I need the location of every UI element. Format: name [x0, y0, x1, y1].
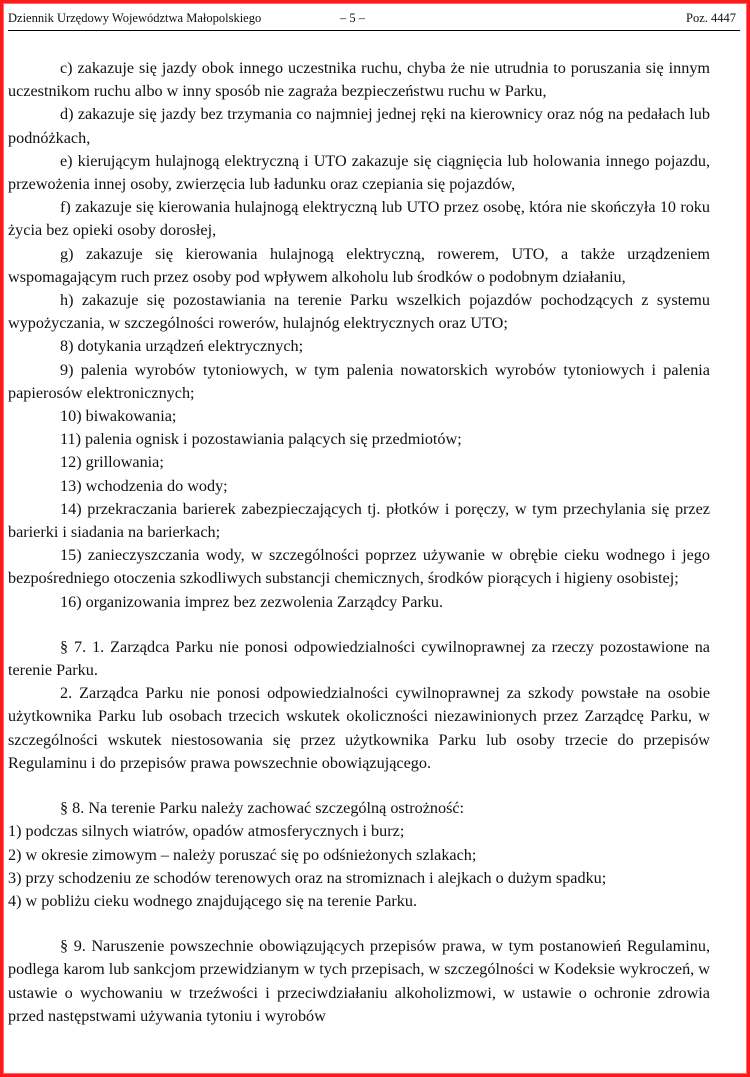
- page-number: – 5 –: [340, 11, 365, 25]
- section-9-para: § 9. Naruszenie powszechnie obowiązujących przepisów prawa, w tym postanowień Regulaminu, podlega karom lub sankcjom przewidzianym w tych przepisach, w szczególności w Kodeksie wykroczeń, w ustawie o wychowaniu w trzeźwości i przeciwdziałaniu alkoholizmowi, w ustawie o ochronie zdrowia przed następstwami używania tytoniu i wyrobów: [8, 937, 710, 1025]
- section-gap: [8, 614, 710, 636]
- paragraph: e) kierującym hulajnogą elektryczną i UTO zakazuje się ciągnięcia lub holowania innego pojazdu, przewożenia innej osoby, zwierzęcia lub ładunku oraz czepiania się pojazdów,: [8, 151, 710, 194]
- section-7-para-1: § 7. 1. Zarządca Parku nie ponosi odpowiedzialności cywilnoprawnej za rzeczy pozostawione na terenie Parku.: [8, 637, 710, 680]
- position-number: Poz. 4447: [686, 11, 736, 25]
- paragraph: h) zakazuje się pozostawiania na terenie Parku wszelkich pojazdów pochodzących z systemu wypożyczania, w szczególności rowerów, hulajnóg elektrycznych oraz UTO;: [8, 291, 710, 333]
- section-gap: [8, 913, 710, 935]
- paragraph: 15) zanieczyszczania wody, w szczególności poprzez używanie w obrębie cieku wodnego i jego bezpośredniego otoczenia szkodliwych substancji chemicznych, środków piorących i higieny osobistej;: [8, 546, 710, 588]
- paragraph: 16) organizowania imprez bez zezwolenia Zarządcy Parku.: [60, 592, 444, 611]
- paragraph: 12) grillowania;: [60, 453, 164, 472]
- journal-title: Dziennik Urzędowy Województwa Małopolskiego: [8, 11, 262, 25]
- paragraph: 8) dotykania urządzeń elektrycznych;: [60, 337, 304, 356]
- paragraph: f) zakazuje się kierowania hulajnogą elektryczną lub UTO przez osobę, która nie skończyła 10 roku życia bez opieki osoby dorosłej,: [8, 198, 710, 240]
- section-8-intro: § 8. Na terenie Parku należy zachować szczególną ostrożność:: [60, 799, 465, 818]
- section-8-item: 2) w okresie zimowym – należy poruszać się po odśnieżonych szlakach;: [8, 845, 477, 864]
- section-8-item: 4) w pobliżu cieku wodnego znajdującego się na terenie Parku.: [8, 891, 418, 910]
- paragraph: 14) przekraczania barierek zabezpieczających tj. płotków i poręczy, w tym przechylania się przez barierki i siadania na barierkach;: [8, 499, 710, 542]
- section-8-item: 1) podczas silnych wiatrów, opadów atmosferycznych i burz;: [8, 822, 405, 841]
- page-header: [8, 10, 740, 31]
- section-gap: [8, 775, 710, 797]
- paragraph: 13) wchodzenia do wody;: [60, 476, 228, 495]
- section-8-item: 3) przy schodzeniu ze schodów terenowych oraz na stromiznach i alejkach o dużym spadku;: [8, 868, 607, 887]
- paragraph: 11) palenia ognisk i pozostawiania palących się przedmiotów;: [60, 430, 462, 449]
- paragraph: 10) biwakowania;: [60, 407, 177, 426]
- paragraph: 9) palenia wyrobów tytoniowych, w tym palenia nowatorskich wyrobów tytoniowych i palenia papierosów elektronicznych;: [8, 360, 710, 402]
- section-7-para-2: 2. Zarządca Parku nie ponosi odpowiedzialności cywilnoprawnej za szkody powstałe na osobie użytkownika Parku lub osobach trzecich wskutek okoliczności niezawinionych przez Zarządcę Parku, w szczególności wskutek niestosowania się przez użytkownika Parku lub osoby trzecie do przepisów Regulaminu i do przepisów prawa powszechnie obowiązującego.: [8, 684, 710, 772]
- paragraph: c) zakazuje się jazdy obok innego uczestnika ruchu, chyba że nie utrudnia to poruszania się innym uczestnikom ruchu albo w inny sposób nie zagraża bezpieczeństwu ruchu w Parku,: [8, 59, 710, 101]
- paragraph: d) zakazuje się jazdy bez trzymania co najmniej jednej ręki na kierownicy oraz nóg na pedałach lub podnóżkach,: [8, 105, 710, 147]
- paragraph: g) zakazuje się kierowania hulajnogą elektryczną, rowerem, UTO, a także urządzeniem wspomagającym ruch przez osoby pod wpływem alkoholu lub środków o podobnym działaniu,: [8, 244, 710, 286]
- document-page: [8, 10, 740, 1028]
- document-body: [8, 31, 740, 1028]
